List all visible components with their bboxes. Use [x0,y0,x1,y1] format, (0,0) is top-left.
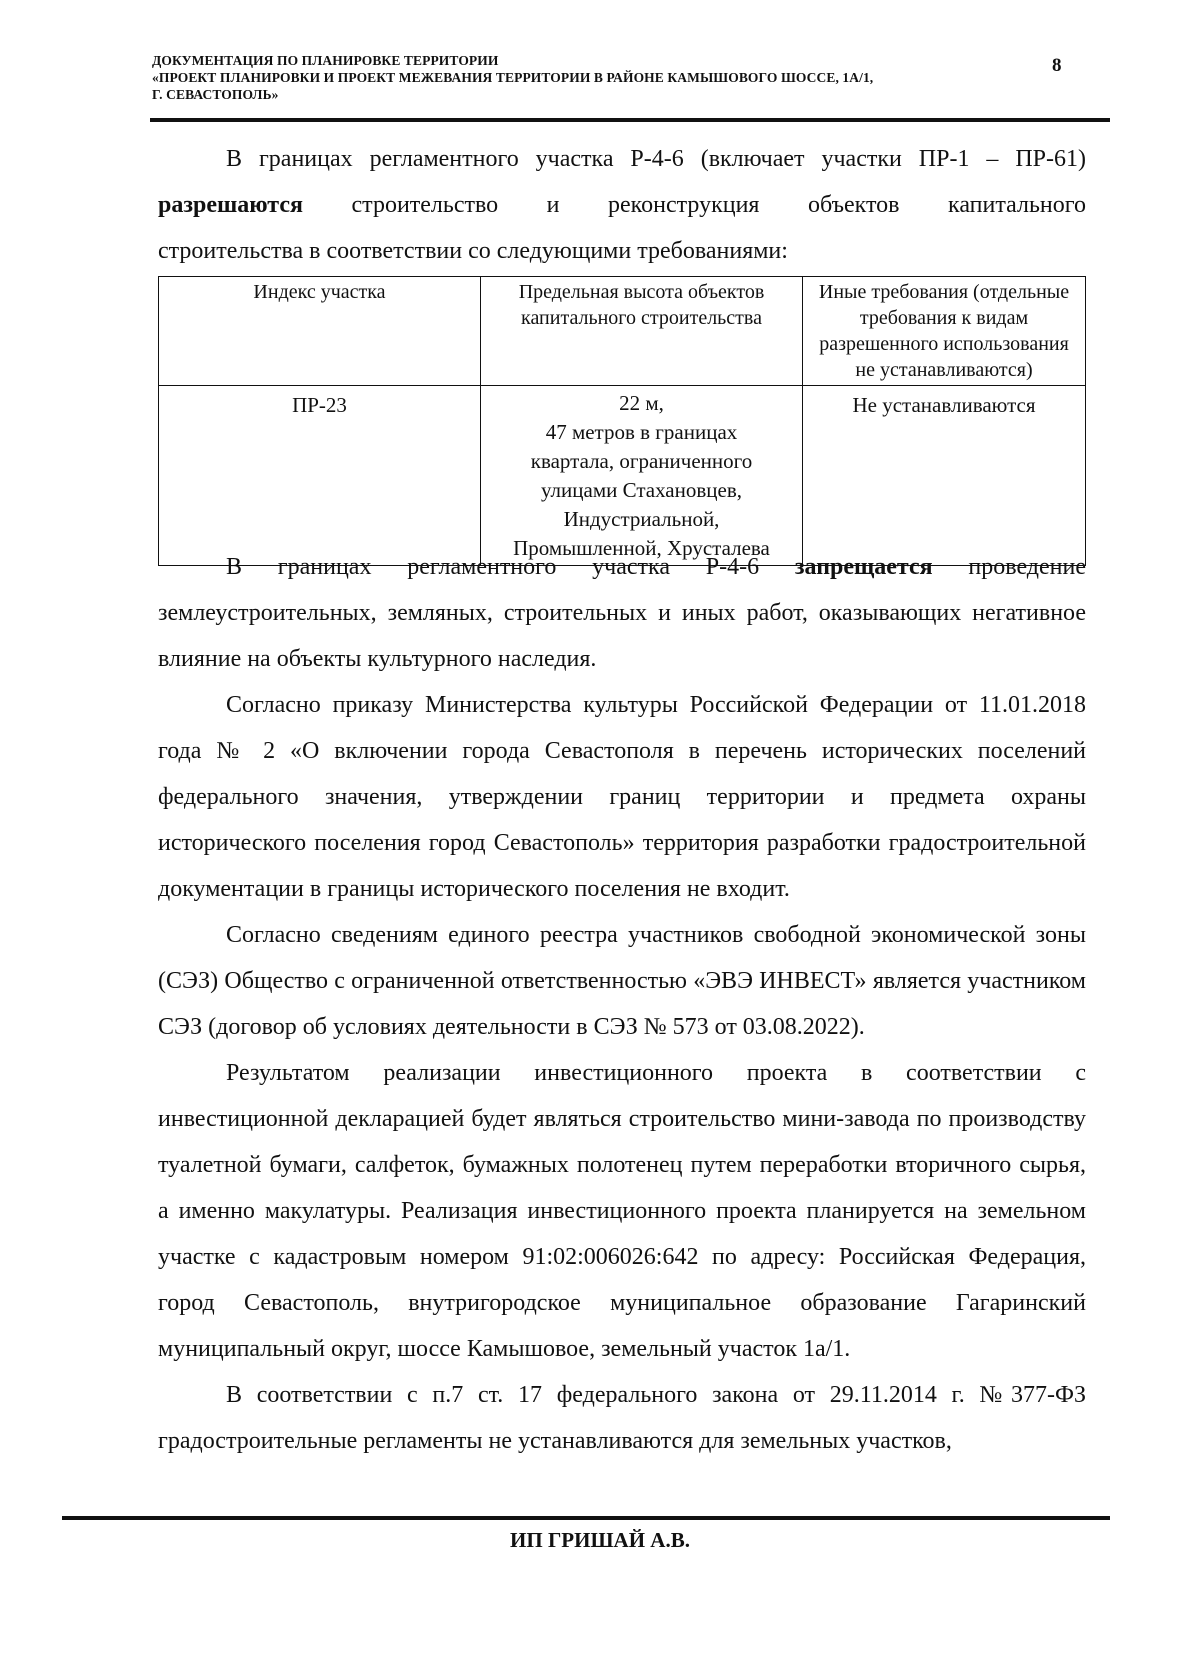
paragraph-2: Согласно приказу Министерства культуры Российской Федерации от 11.01.2018 года № 2 «О включении города Севастополя в перечень исторических поселений федерального значения, утверждении границ территории и предмета охраны исторического поселения город Севастополь» территория разработки градостроительной документации в границы исторического поселения не входит. [158,692,1086,902]
intro-line-2 [158,182,1086,228]
header-cell-other: Иные требования (отдельные требования к видам разрешенного использования не устанавливаются) [803,277,1086,386]
header-line-2: «ПРОЕКТ ПЛАНИРОВКИ И ПРОЕКТ МЕЖЕВАНИЯ ТЕРРИТОРИИ В РАЙОНЕ КАМЫШОВОГО ШОССЕ, 1А/1, [152,70,874,85]
header-divider [150,118,1110,122]
height-line-5: Индустриальной, [563,507,720,531]
main-text [158,544,1086,1464]
header-cell-index: Индекс участка [159,277,481,386]
cell-index: ПР-23 [159,386,481,566]
height-line-1: 22 м, [619,391,664,415]
table-header-row [159,277,1086,386]
paragraph-4: Результатом реализации инвестиционного проекта в соответствии с инвестиционной декларацией будет являться строительство мини-завода по производству туалетной бумаги, салфеток, бумажных полотенец путем переработки вторичного сырья, а именно макулатуры. Реализация инвестиционного проекта планируется на земельном участке с кадастровым номером 91:02:006026:642 по адресу: Российская Федерация, город Севастополь, внутригородское муниципальное образование Гагаринский муниципальный округ, шоссе Камышовое, земельный участок 1а/1. [158,1060,1086,1362]
height-line-3: квартала, ограниченного [530,449,753,473]
cell-other: Не устанавливаются [803,386,1086,566]
paragraph-1-bold: запрещается [794,554,933,580]
intro-line-2-rest: строительство и реконструкция объектов капитального [303,192,1086,218]
header-line-1: ДОКУМЕНТАЦИЯ ПО ПЛАНИРОВКЕ ТЕРРИТОРИИ [152,53,499,68]
header-line-3: Г. СЕВАСТОПОЛЬ» [152,87,279,102]
document-header [152,52,1072,103]
requirements-table [158,276,1086,566]
cell-height [481,386,803,566]
footer-author: ИП ГРИШАЙ А.В. [510,1528,690,1552]
paragraph-1 [158,544,1086,682]
header-cell-height: Предельная высота объектов капитального строительства [481,277,803,386]
height-line-4: улицами Стахановцев, [540,478,743,502]
table-row [159,386,1086,566]
paragraph-3: Согласно сведениям единого реестра участников свободной экономической зоны (СЭЗ) Общество с ограниченной ответственностью «ЭВЭ ИНВЕСТ» является участником СЭЗ (договор об условиях деятельности в СЭЗ № 573 от 03.08.2022). [158,922,1086,1040]
paragraph-1-end: проведение землеустроительных, земляных, строительных и иных работ, оказывающих негативное влияние на объекты культурного наследия. [158,554,1087,672]
footer-divider [62,1516,1110,1520]
intro-bold-word: разрешаются [158,192,303,218]
height-line-6: Промышленной, Хрусталева [513,536,770,560]
intro-line-3: строительства в соответствии со следующими требованиями: [158,238,788,264]
height-line-2: 47 метров в границах [545,420,738,444]
paragraph-5: В соответствии с п.7 ст. 17 федерального закона от 29.11.2014 г. №377-ФЗ градостроительные регламенты не устанавливаются для земельных участков, [158,1382,1086,1454]
paragraph-1-start: В границах регламентного участка Р-4-6 [226,554,795,580]
intro-paragraph [158,136,1086,274]
page-number: 8 [1052,55,1062,76]
intro-line-1: В границах регламентного участка Р-4-6 (включает участки ПР-1 – ПР-61) [226,146,1086,172]
